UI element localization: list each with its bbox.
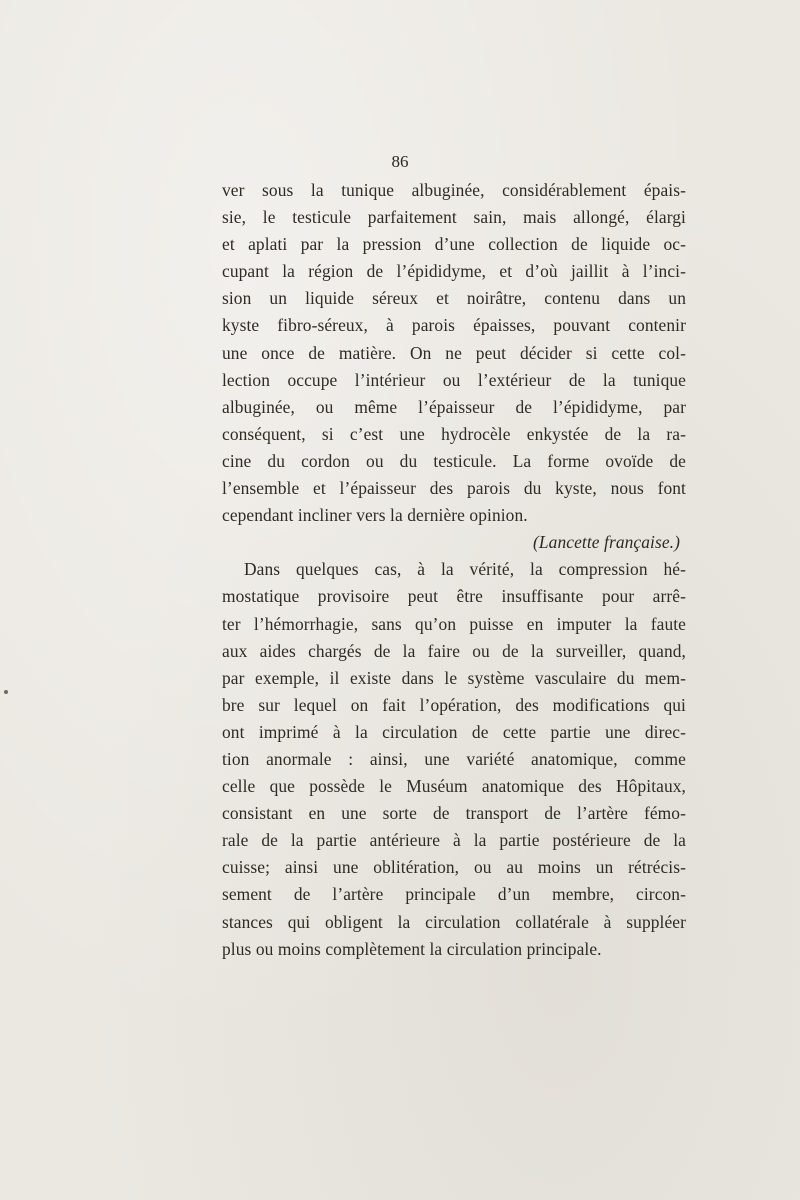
- paragraph-one: [222, 177, 686, 529]
- text-line: celle que possède le Muséum anatomique des Hôpitaux,: [222, 776, 686, 797]
- text-line: albuginée, ou même l’épaisseur de l’épididyme, par: [222, 396, 686, 417]
- text-line: par exemple, il existe dans le système vasculaire du mem-: [222, 667, 686, 688]
- body-text: [222, 177, 686, 963]
- text-line: ver sous la tunique albuginée, considérablement épais-: [222, 180, 686, 200]
- text-line: kyste fibro-séreux, à parois épaisses, pouvant contenir: [222, 315, 686, 336]
- text-line: plus ou moins complètement la circulation principale.: [222, 938, 602, 959]
- text-line: bre sur lequel on fait l’opération, des modifications qui: [222, 694, 686, 715]
- text-line: cependant incliner vers la dernière opinion.: [222, 505, 528, 526]
- text-line: ter l’hémorrhagie, sans qu’on puisse en imputer la faute: [222, 613, 686, 634]
- text-line: cupant la région de l’épididyme, et d’où jaillit à l’inci-: [222, 261, 686, 282]
- text-line: ont imprimé à la circulation de cette partie une direc-: [222, 721, 686, 742]
- text-line: consistant en une sorte de transport de l’artère fémo-: [222, 803, 686, 824]
- text-line: mostatique provisoire peut être insuffisante pour arrê-: [222, 586, 686, 607]
- text-line: une once de matière. On ne peut décider si cette col-: [222, 342, 686, 363]
- page-number: 86: [391, 152, 409, 171]
- text-line: stances qui obligent la circulation collatérale à suppléer: [222, 911, 686, 932]
- text-line: lection occupe l’intérieur ou l’extérieur de la tunique: [222, 369, 686, 390]
- text-line: sement de l’artère principale d’un membre, circon-: [222, 884, 686, 905]
- text-line: Dans quelques cas, à la vérité, la compression hé-: [244, 559, 686, 580]
- text-line: cuisse; ainsi une oblitération, ou au moins un rétrécis-: [222, 857, 686, 878]
- text-line: l’ensemble et l’épaisseur des parois du kyste, nous font: [222, 478, 686, 499]
- text-line: sie, le testicule parfaitement sain, mais allongé, élargi: [222, 207, 686, 228]
- text-line: aux aides chargés de la faire ou de la surveiller, quand,: [222, 640, 686, 661]
- text-line: conséquent, si c’est une hydrocèle enkystée de la ra-: [222, 423, 686, 444]
- text-line: cine du cordon ou du testicule. La forme ovoïde de: [222, 450, 686, 471]
- source-citation: (Lancette française.): [533, 532, 680, 553]
- text-line: sion un liquide séreux et noirâtre, contenu dans un: [222, 288, 686, 309]
- text-line: tion anormale : ainsi, une variété anatomique, comme: [222, 748, 686, 769]
- text-line: rale de la partie antérieure à la partie postérieure de la: [222, 830, 686, 851]
- text-line: et aplati par la pression d’une collection de liquide oc-: [222, 234, 686, 255]
- paper-speck: [4, 690, 8, 694]
- paragraph-two: [222, 556, 686, 962]
